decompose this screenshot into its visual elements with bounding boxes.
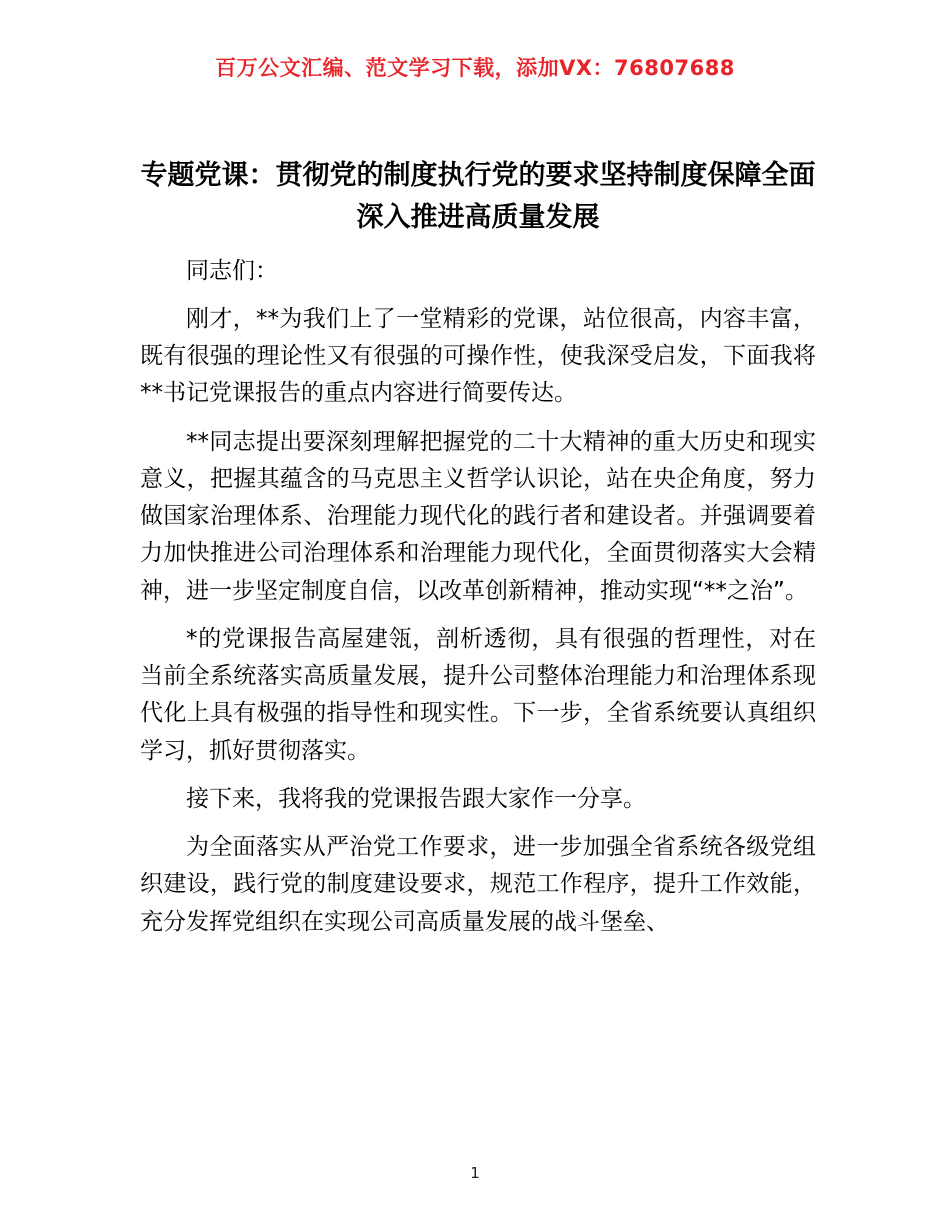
watermark-text: 百万公文汇编、范文学习下载，添加VX：76807688 bbox=[215, 56, 735, 80]
paragraph-5: 为全面落实从严治党工作要求，进一步加强全省系统各级党组织建设，践行党的制度建设要求，规范工作程序，提升工作效能，充分发挥党组织在实现公司高质量发展的战斗堡垒、 bbox=[140, 834, 816, 935]
document-body bbox=[140, 155, 816, 941]
paragraph-salutation: 同志们： bbox=[186, 257, 278, 284]
paragraph-3: *的党课报告高屋建瓴，剖析透彻，具有很强的哲理性，对在当前全系统落实高质量发展，提升公司整体治理能力和治理体系现代化上具有极强的指导性和现实性。下一步，全省系统要认真组织学习，抓好贯彻落实。 bbox=[140, 625, 816, 764]
paragraph-1: 刚才，**为我们上了一堂精彩的党课，站位很高，内容丰富，既有很强的理论性又有很强的可操作性，使我深受启发，下面我将**书记党课报告的重点内容进行简要传达。 bbox=[140, 305, 816, 407]
paragraph-2: **同志提出要深刻理解把握党的二十大精神的重大历史和现实意义，把握其蕴含的马克思主义哲学认识论，站在央企角度，努力做国家治理体系、治理能力现代化的践行者和建设者。并强调要着力加快推进公司治理体系和治理能力现代化，全面贯彻落实大会精神，进一步坚定制度自信，以改革创新精神，推动实现“**之治”。 bbox=[140, 428, 816, 604]
page-number: 1 bbox=[470, 1164, 480, 1182]
page-title: 专题党课：贯彻党的制度执行党的要求坚持制度保障全面深入推进高质量发展 bbox=[140, 160, 816, 233]
paragraph-4: 接下来，我将我的党课报告跟大家作一分享。 bbox=[186, 785, 646, 812]
